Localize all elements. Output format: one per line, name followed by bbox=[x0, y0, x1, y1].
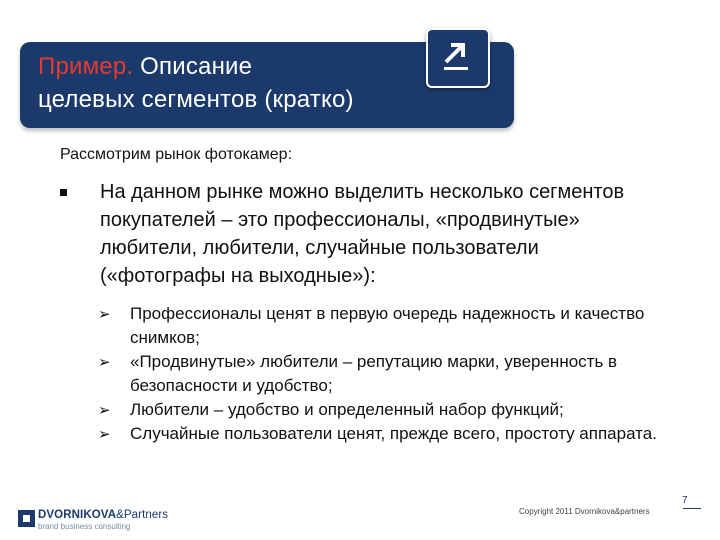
page-number: 7 bbox=[682, 495, 688, 506]
list-item bbox=[98, 302, 698, 350]
logo-mark-icon bbox=[18, 510, 35, 527]
list-item-text: Случайные пользователи ценят, прежде всего, простоту аппарата. bbox=[130, 424, 657, 443]
main-bullet-text: На данном рынке можно выделить несколько сегментов покупателей – это профессионалы, «продвинутые» любители, любители, случайные пользователи («фотографы на выходные»): bbox=[100, 181, 625, 287]
list-item bbox=[98, 350, 698, 398]
logo-tagline: brand business consulting bbox=[38, 522, 131, 531]
arrowhead-bullet-icon: ➢ bbox=[98, 401, 111, 419]
copyright-text: Copyright 2011 Dvornikova&partners bbox=[519, 507, 650, 516]
list-item-text: Любители – удобство и определенный набор функций; bbox=[130, 400, 564, 419]
arrowhead-bullet-icon: ➢ bbox=[98, 353, 111, 371]
sub-bullet-list bbox=[98, 302, 698, 446]
page-title bbox=[38, 50, 478, 116]
company-logo bbox=[18, 509, 193, 531]
arrowhead-bullet-icon: ➢ bbox=[98, 425, 111, 443]
title-rest: Описание bbox=[133, 53, 253, 80]
logo-name: DVORNIKOVA&Partners bbox=[38, 509, 169, 521]
footer-divider bbox=[683, 508, 701, 509]
list-item-text: «Продвинутые» любители – репутацию марки, уверенность в безопасности и удобство; bbox=[130, 352, 618, 395]
square-bullet-icon bbox=[60, 189, 67, 196]
header-badge bbox=[426, 28, 490, 88]
intro-text: Рассмотрим рынок фотокамер: bbox=[60, 146, 293, 163]
list-item bbox=[98, 398, 698, 422]
arrowhead-bullet-icon: ➢ bbox=[98, 305, 111, 323]
arrow-up-right-icon bbox=[440, 40, 474, 74]
list-item bbox=[98, 422, 698, 446]
title-line-2: целевых сегментов (кратко) bbox=[38, 86, 354, 113]
list-item-text: Профессионалы ценят в первую очередь надежность и качество снимков; bbox=[130, 304, 645, 347]
title-accent: Пример. bbox=[38, 53, 134, 80]
